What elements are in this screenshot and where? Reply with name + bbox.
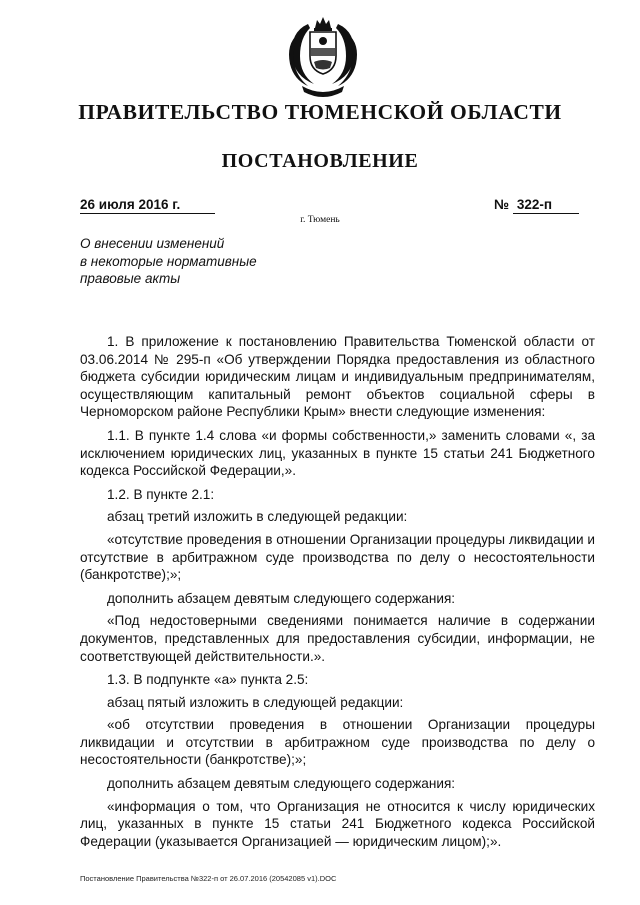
- document-type-heading: ПОСТАНОВЛЕНИЕ: [221, 150, 419, 172]
- body-paragraph: «об отсутствии проведения в отношении Организации процедуры ликвидации и отсутствии в арбитражном суде производства по делу о несостоятельности (банкротстве);»;: [80, 717, 595, 768]
- document-number-value: 322-п: [513, 197, 579, 214]
- document-number: [494, 197, 582, 214]
- coat-of-arms-emblem: [284, 14, 362, 100]
- subject-line: в некоторые нормативные: [80, 253, 257, 269]
- organization-title: ПРАВИТЕЛЬСТВО ТЮМЕНСКОЙ ОБЛАСТИ: [78, 100, 562, 124]
- body-paragraph: 1. В приложение к постановлению Правительства Тюменской области от 03.06.2014 № 295-п «Об утверждении Порядка предоставления из областного бюджета субсидии юридическим лицам и индивидуальным предпринимателям, осуществляющим капитальный ремонт объектов социальной сферы в Черноморском районе Республики Крым» внести следующие изменения:: [80, 334, 595, 420]
- document-city: г. Тюмень: [300, 215, 340, 225]
- body-paragraph: дополнить абзацем девятым следующего содержания:: [107, 776, 456, 792]
- document-subject: [80, 235, 320, 288]
- document-footer: Постановление Правительства №322-п от 26.07.2016 (20542085 v1).DOC: [80, 874, 337, 883]
- subject-line: правовые акты: [80, 271, 181, 287]
- body-paragraph: «информация о том, что Организация не относится к числу юридических лиц, указанных в пункте 15 статьи 241 Бюджетного кодекса Российской Федерации (указывается Организацией — юридическим лицом);».: [80, 798, 595, 849]
- body-paragraph: 1.2. В пункте 2.1:: [107, 486, 215, 502]
- subject-line: О внесении изменений: [80, 236, 225, 251]
- number-sign: №: [494, 197, 510, 212]
- body-paragraph: абзац пятый изложить в следующей редакции:: [107, 694, 404, 710]
- body-paragraph: дополнить абзацем девятым следующего содержания:: [107, 590, 456, 606]
- body-paragraph: 1.3. В подпункте «а» пункта 2.5:: [107, 672, 309, 688]
- body-paragraph: «Под недостоверными сведениями понимается наличие в содержании документов, представленных для предоставления субсидии, информации, не соответствующей действительности.».: [80, 613, 595, 664]
- body-paragraph: абзац третий изложить в следующей редакции:: [107, 509, 408, 525]
- body-paragraph: «отсутствие проведения в отношении Организации процедуры ликвидации и отсутствие в арбитражном суде производства по делу о несостоятельности (банкротстве);»;: [80, 531, 595, 583]
- body-paragraph: 1.1. В пункте 1.4 слова «и формы собственности,» заменить словами «, за исключением юридических лиц, указанных в пункте 15 статьи 241 Бюджетного кодекса Российской Федерации,».: [80, 427, 595, 479]
- document-date: 26 июля 2016 г.: [80, 197, 215, 214]
- document-body: [80, 333, 595, 856]
